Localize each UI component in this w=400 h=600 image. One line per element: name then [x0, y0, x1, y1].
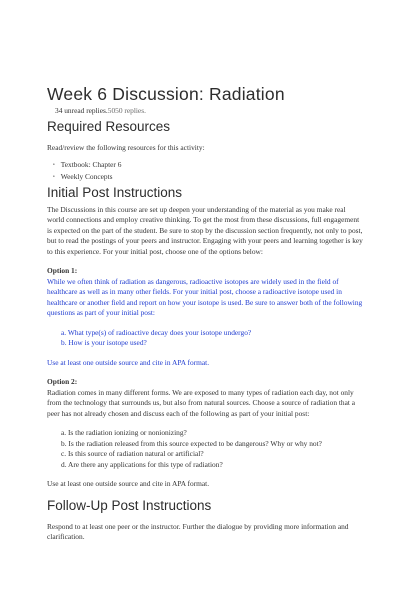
option2-source: Use at least one outside source and cite in APA format.: [47, 479, 210, 488]
option1-body: [47, 277, 363, 319]
total-replies: 5050 replies.: [107, 106, 146, 115]
option1-label: Option 1:: [47, 266, 78, 275]
reply-counts: [55, 106, 400, 116]
initial-post-heading: Initial Post Instructions: [47, 184, 183, 200]
page-title: Week 6 Discussion: Radiation: [47, 84, 285, 104]
initial-post-intro: The Discussions in this course are set up deepen your understanding of the material as you make real world connections and employ creative thinking. To get the most from these discussions, full engagement is expected on the part of the student. Be sure to stop by the discussion section frequently, not only to post, but to read the postings of your peers and instructor. Engaging with your peers and learning together is key to this experience. For your initial post, choose one of the options below:: [47, 204, 363, 256]
required-resources-heading: Required Resources: [47, 119, 171, 134]
resource-item: • Weekly Concepts: [59, 172, 400, 185]
option2-question: d. Are there any applications for this type of radiation?: [61, 459, 223, 469]
option1-question: a. What type(s) of radioactive decay does your isotope undergo?: [61, 327, 252, 337]
option2-body: Radiation comes in many different forms. We are exposed to many types of radiation each day, not only from the technology that surrounds us, but also from natural sources. Choose a source of radiation that a peer has not already chosen and discuss each of the following as part of your initial post:: [47, 387, 356, 418]
option1-questions: [61, 328, 400, 349]
resource-item: • Textbook: Chapter 6: [59, 160, 400, 173]
option1-question: b. How is your isotope used?: [61, 338, 147, 347]
option2-question: c. Is this source of radiation natural or artificial?: [61, 449, 204, 458]
follow-up-body: Respond to at least one peer or the instructor. Further the dialogue by providing more information and clarification.: [47, 521, 349, 541]
option2-questions: [61, 428, 400, 470]
option2-question: b. Is the radiation released from this source expected to be dangerous? Why or why not?: [61, 438, 322, 448]
option2-question: a. Is the radiation ionizing or nonionizing?: [61, 428, 187, 437]
option1-source: Use at least one outside source and cite in APA format.: [47, 357, 210, 367]
follow-up-heading: Follow-Up Post Instructions: [47, 497, 212, 513]
resources-list: [47, 160, 400, 185]
unread-replies[interactable]: 34 unread replies.: [55, 106, 108, 115]
resources-intro: Read/review the following resources for this activity:: [47, 143, 205, 152]
option1-body-text: While we often think of radiation as dangerous, radioactive isotopes are widely used in the field of healthcare as well as in many other fields. For your initial post, choose a radioactive isotope used in healthcare or another field and report on how your isotope is used. Be sure to answer both of the following questions as part of your initial post:: [47, 276, 363, 317]
option2-label: Option 2:: [47, 377, 78, 386]
